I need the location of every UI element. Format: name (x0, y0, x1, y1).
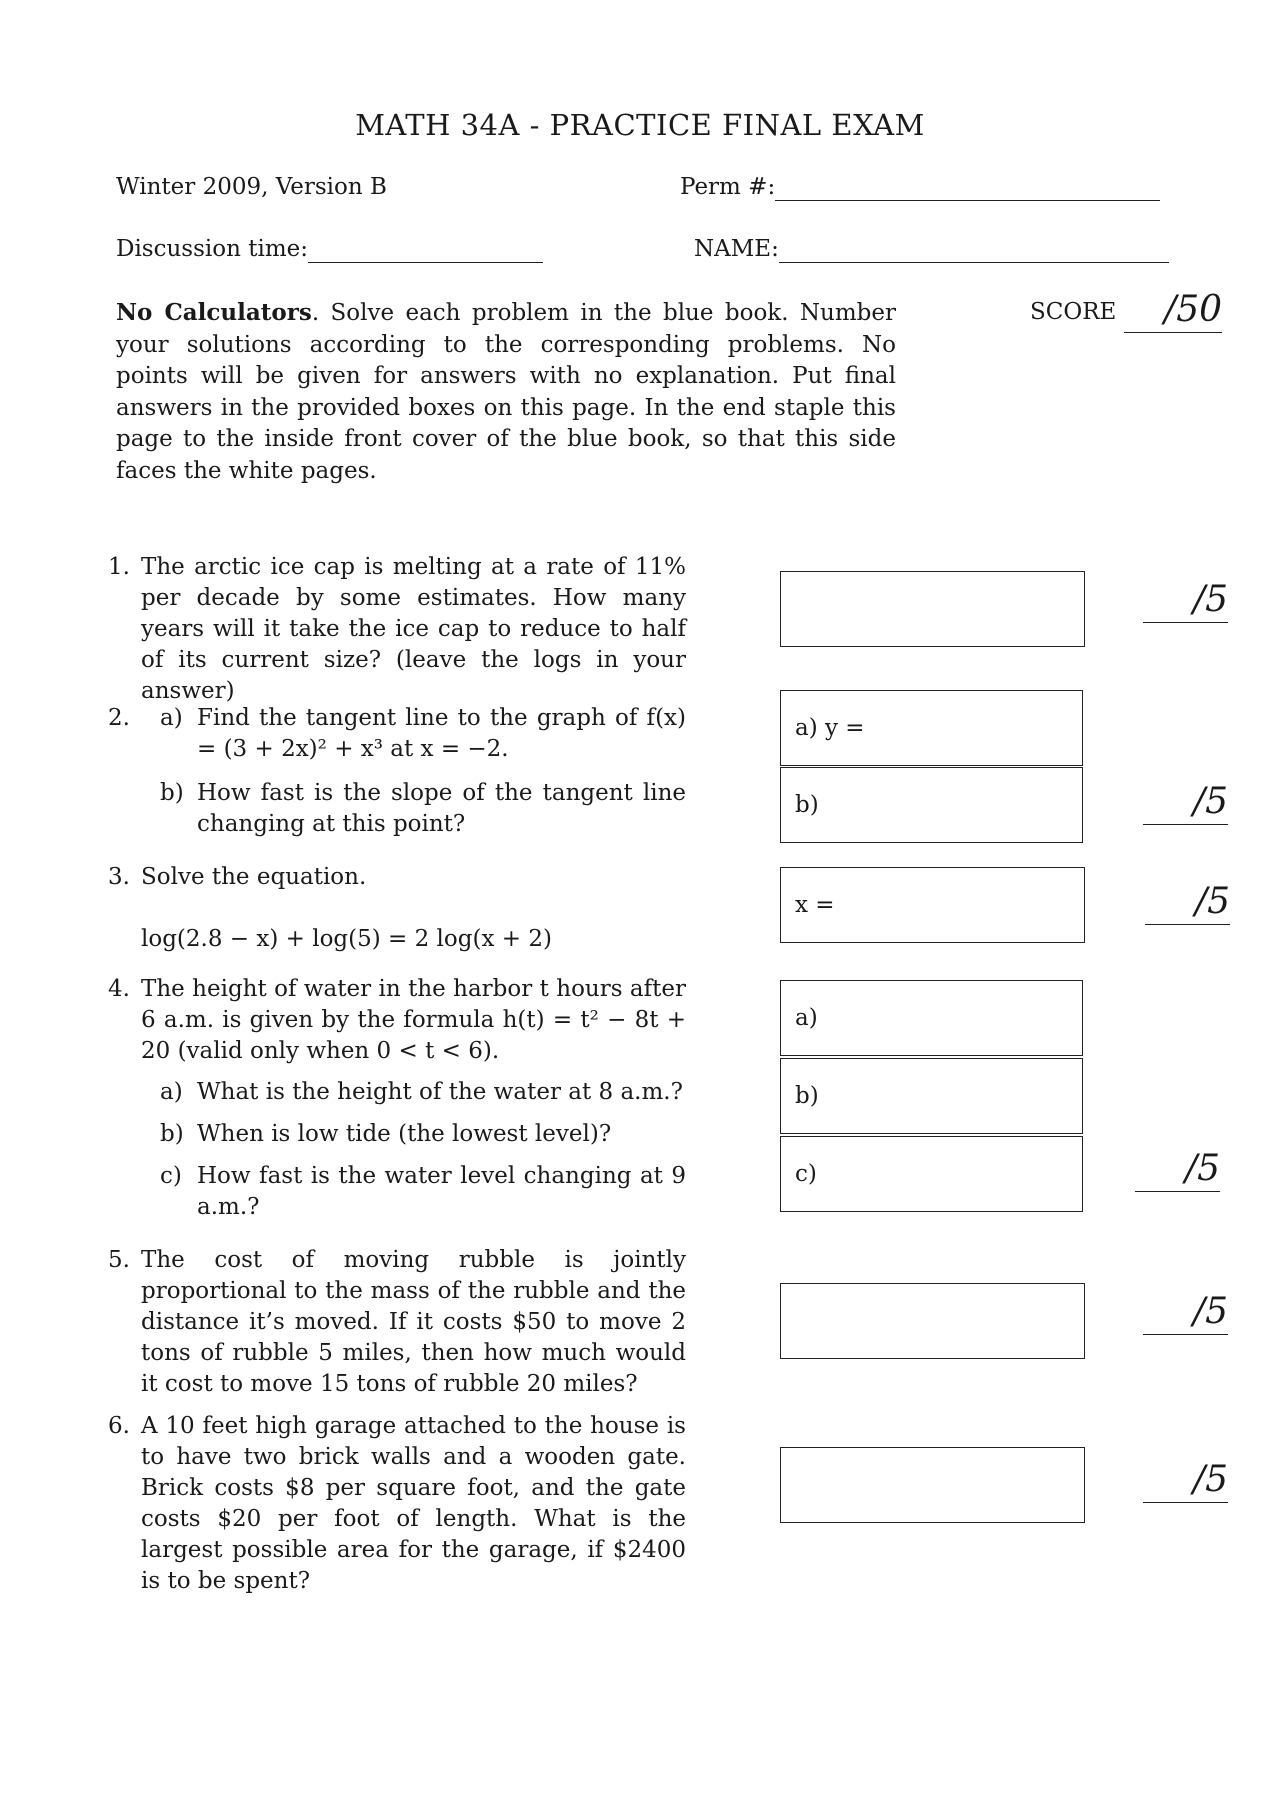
problem-4b-label: b) (160, 1121, 184, 1147)
problem-3-number: 3. (108, 864, 130, 890)
problem-1-text: The arctic ice cap is melting at a rate of 11% per decade by some estimates. How many years will it take the ice cap to reduce to half of its current size? (leave the logs in your answer) (141, 554, 686, 704)
problem-5-points: /5 (1143, 1290, 1228, 1335)
problem-4b-text: When is low tide (the lowest level)? (197, 1121, 612, 1147)
problem-6-points: /5 (1143, 1458, 1228, 1503)
problem-2b-text: How fast is the slope of the tangent line changing at this point? (197, 780, 686, 837)
page-title: MATH 34A - PRACTICE FINAL EXAM (355, 108, 925, 142)
problem-4b-answer-box[interactable] (780, 1058, 1083, 1134)
name-label: NAME: (694, 236, 779, 262)
problem-2b-box-label: b) (795, 792, 819, 818)
problem-4a-label: a) (160, 1079, 183, 1105)
problem-6-text: A 10 feet high garage attached to the house is to have two brick walls and a wooden gate. Brick costs $8 per square foot, and the gate costs $20 per foot of length. What is the largest possible area for the garage, if $2400 is to be spent? (141, 1413, 686, 1594)
perm-field (680, 174, 1160, 201)
problem-5-answer-box[interactable] (780, 1283, 1085, 1359)
problem-2a-box-label: a) y = (795, 715, 865, 741)
problem-4a-box-label: a) (795, 1005, 818, 1031)
name-field (694, 236, 1169, 263)
instructions-lead: No Calculators (116, 299, 312, 326)
problem-4b-box-label: b) (795, 1083, 819, 1109)
problem-2-number: 2. (108, 705, 130, 731)
problem-6-answer-box[interactable] (780, 1447, 1085, 1523)
problem-4-points: /5 (1135, 1147, 1220, 1192)
problem-1-number: 1. (108, 554, 130, 580)
instructions (116, 297, 896, 487)
problem-4c-label: c) (160, 1163, 182, 1189)
instructions-text: . Solve each problem in the blue book. Number your solutions according to the corresponding problems. No points will be given for answers with no explanation. Put final answers in the provided boxes on this page. In the end staple this page to the inside front cover of the blue book, so that this side faces the white pages. (116, 300, 897, 484)
problem-4c-text: How fast is the water level changing at 9 a.m.? (197, 1163, 686, 1220)
perm-label: Perm #: (680, 174, 776, 200)
problem-2b-answer-box[interactable] (780, 767, 1083, 843)
term-version: Winter 2009, Version B (116, 174, 387, 200)
problem-6-number: 6. (108, 1413, 130, 1439)
name-input-line[interactable] (779, 236, 1169, 263)
problem-3-text: Solve the equation. (141, 864, 367, 890)
problem-4-number: 4. (108, 976, 130, 1002)
discussion-field (116, 236, 543, 263)
problem-4a-answer-box[interactable] (780, 980, 1083, 1056)
score-total: /50 (1124, 288, 1222, 333)
problem-2a-answer-box[interactable] (780, 690, 1083, 766)
problem-4c-answer-box[interactable] (780, 1136, 1083, 1212)
problem-1-points: /5 (1143, 578, 1228, 623)
problem-1-answer-box[interactable] (780, 571, 1085, 647)
problem-3-equation: log(2.8 − x) + log(5) = 2 log(x + 2) (141, 926, 552, 952)
problem-2b-label: b) (160, 780, 184, 806)
problem-3-points: /5 (1145, 880, 1230, 925)
problem-5-text: The cost of moving rubble is jointly proportional to the mass of the rubble and the distance it’s moved. If it costs $50 to move 2 tons of rubble 5 miles, then how much would it cost to move 15 tons of rubble 20 miles? (141, 1247, 686, 1397)
problem-4-text: The height of water in the harbor t hours after 6 a.m. is given by the formula h(t) = t² − 8t + 20 (valid only when 0 < t < 6). (141, 976, 686, 1064)
problem-2-points: /5 (1143, 780, 1228, 825)
problem-3-box-label: x = (795, 892, 835, 918)
perm-input-line[interactable] (775, 174, 1160, 201)
problem-4a-text: What is the height of the water at 8 a.m.? (197, 1079, 683, 1105)
problem-2a-text: Find the tangent line to the graph of f(x) = (3 + 2x)² + x³ at x = −2. (197, 705, 686, 762)
problem-2a-label: a) (160, 705, 183, 731)
discussion-label: Discussion time: (116, 236, 308, 262)
score-label: SCORE (1030, 299, 1117, 325)
problem-4c-box-label: c) (795, 1161, 817, 1187)
problem-3-answer-box[interactable] (780, 867, 1085, 943)
problem-5-number: 5. (108, 1247, 130, 1273)
discussion-input-line[interactable] (308, 236, 543, 263)
